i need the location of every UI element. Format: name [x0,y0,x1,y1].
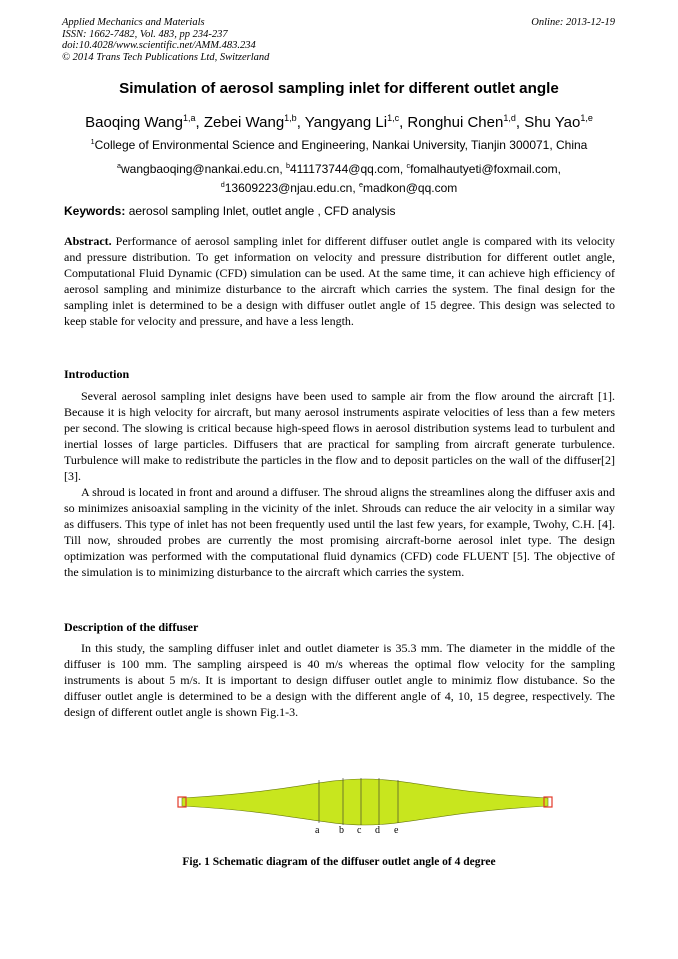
abstract-label: Abstract. [64,234,112,248]
email-sup: a [117,161,122,170]
author-name: Shu Yao [524,114,581,131]
paper-title: Simulation of aerosol sampling inlet for different outlet angle [119,80,559,97]
doi-line: doi:10.4028/www.scientific.net/AMM.483.234 [62,40,256,51]
author-sup: 1,b [284,113,297,123]
author-sup: 1,e [580,113,593,123]
email-link[interactable]: wangbaoqing@nankai.edu.cn, [121,162,286,176]
section-label-d: d [375,825,380,835]
email-link[interactable]: 411173744@qq.com, [290,162,407,176]
affiliation-sup: 1 [90,137,95,146]
author-sup: 1,c [387,113,400,123]
email-sup: c [406,161,411,170]
introduction-paragraph-2: A shroud is located in front and around a diffuser. The shroud aligns the streamlines along the diffuser axis and so minimizes anisoaxial sampling in the vicinity of the inlet. Shrouds can reduce the air velocity in a similar way as diffusers. This type of inlet has not been frequently used until the last few years, for example, Twohy, C.H. [4]. Till now, shrouded probes are currently the most promising aircraft-borne aerosol inlet type. The design optimization was performed with the computational fluid dynamics (CFD) code FLUENT [5]. The objective of the simulation is to minimizing disturbance to the aircraft which carries the system. [64,485,615,579]
section-label-e: e [394,825,399,835]
keywords [64,204,396,218]
email-sup: b [286,161,290,170]
diffuser-diagram [170,775,560,835]
author-list: Baoqing Wang$^{1,a}$, Zebei Wang$^{1,b}$, Yangyang Li$^{1,c}$, Ronghui Chen$^{1,d}$, Shu Yao$^{1,e}$ [85,113,593,131]
online-date: Online: 2013-12-19 [531,17,615,28]
author-name: Zebei Wang [203,114,285,131]
author-name: Yangyang Li [304,114,388,131]
keywords-label: Keywords: [64,204,126,218]
abstract-text: Performance of aerosol sampling inlet for different diffuser outlet angle is compared with its velocity and pressure distribution. To get information on velocity and pressure distribution for different outlet angle, Computational Fluid Dynamic (CFD) simulation can be used. At the same time, it can achieve high efficiency of aerosol sampling and minimize disturbance to the aircraft which carries the system. The final design for the sampling inlet is determined to be a design with diffuser outlet angle of 15 degree. This design was selected to keep stable for velocity and pressure, and have a less length. [64,234,615,328]
author-name: Baoqing Wang [85,114,183,131]
abstract [64,234,615,329]
introduction-heading: Introduction [64,367,130,381]
description-heading: Description of the diffuser [64,620,199,634]
email-link[interactable]: 13609223@njau.edu.cn, [224,181,360,195]
copyright-line: © 2014 Trans Tech Publications Ltd, Switzerland [62,51,270,63]
email-sup: d [220,180,225,189]
section-label-c: c [357,825,362,835]
email-list [70,158,608,196]
diffuser-body [182,779,548,825]
section-label-a: a [315,825,320,835]
issn-line: ISSN: 1662-7482, Vol. 483, pp 234-237 [62,28,228,40]
description-paragraph-1: In this study, the sampling diffuser inlet and outlet diameter is 35.3 mm. The diameter in the middle of the diffuser is 100 mm. The sampling airspeed is 40 m/s whereas the optimal flow velocity for the sampling instruments is about 5 m/s. It is important to design diffuser outlet angle to minimiz flow distubance. So the diffuser outlet angle is determined to be a design with the different angle of 4, 10, 15 degree, respectively. The design of different outlet angle is shown Fig.1-3. [64,641,615,719]
email-link[interactable]: madkon@qq.com [363,181,458,195]
email-link[interactable]: fomalhautyeti@foxmail.com, [410,162,561,176]
author-sup: 1,a [182,113,196,123]
section-label-b: b [339,825,344,835]
author-name: Ronghui Chen [407,114,504,131]
affiliation-text: College of Environmental Science and Engineering, Nankai University, Tianjin 300071, China [94,138,588,152]
author-sup: 1,d [503,113,516,123]
affiliation [0,137,678,152]
figure-caption: Fig. 1 Schematic diagram of the diffuser outlet angle of 4 degree [182,856,496,868]
journal-name: Applied Mechanics and Materials [62,17,205,28]
email-sup: e [359,180,364,189]
introduction-paragraph-1: Several aerosol sampling inlet designs have been used to sample air from the flow around the aircraft [1]. Because it is high velocity for aircraft, but many aerosol instruments aspirate velocities of less than a few meters per second. The slowing is critical because high-speed flows in aerosol distribution systems lead to turbulent and inertial losses of large particles. Diffusers that are practical for sampling from aircraft generate turbulence. Turbulence will make to redistribute the particles in the flow and to deposit particles on the wall of the diffuser[2] [3]. [64,389,615,483]
keywords-text: aerosol sampling Inlet, outlet angle , CFD analysis [125,204,396,218]
